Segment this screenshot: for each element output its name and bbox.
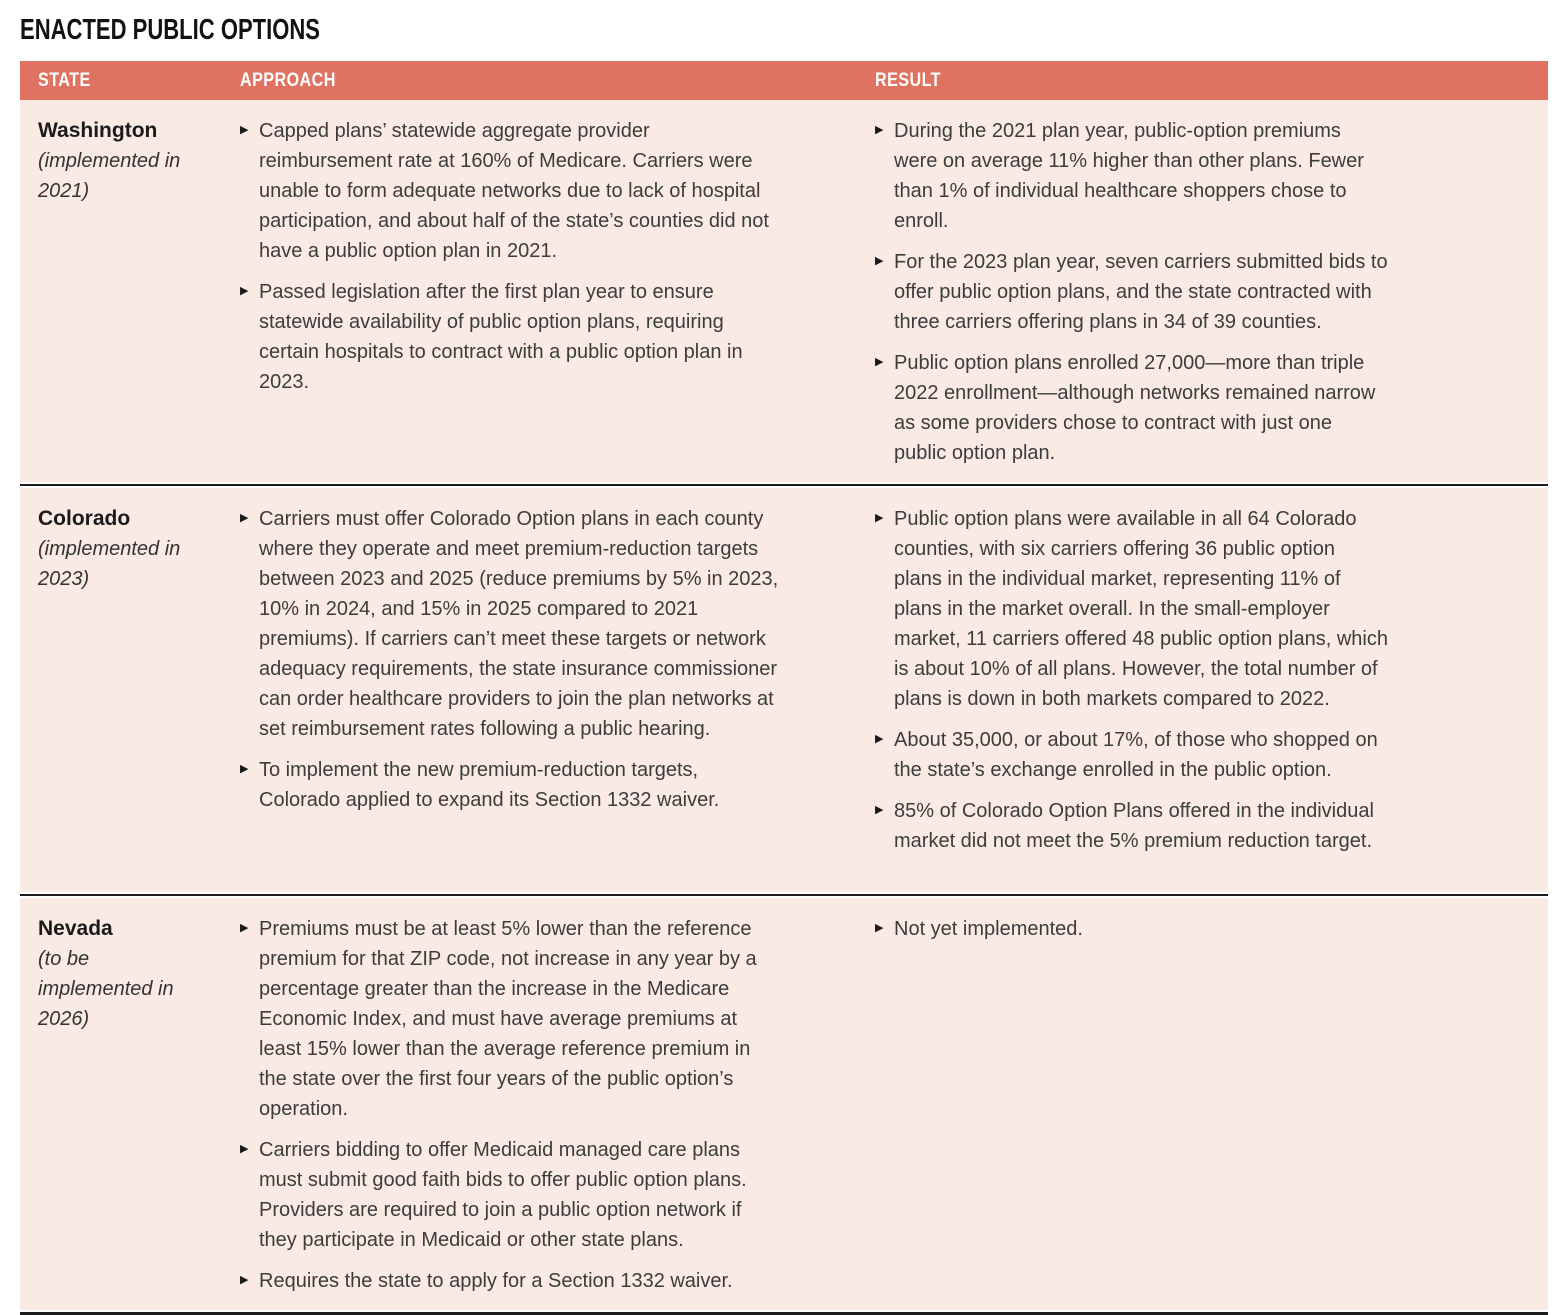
bullet-item (875, 247, 1388, 337)
result-cell (865, 898, 1548, 1310)
bullet-text: About 35,000, or about 17%, of those who shopped on the state’s exchange enrolled in the public option. (894, 729, 1378, 781)
bullet-triangle-icon: ▶ (240, 285, 249, 297)
state-note: (to be implemented in 2026) (38, 948, 174, 1030)
bullet-item (240, 1266, 781, 1296)
table-row-washington (20, 100, 1548, 482)
approach-cell (230, 898, 865, 1310)
bullet-text: Requires the state to apply for a Section 1332 waiver. (259, 1270, 733, 1292)
bullet-text: Public option plans were available in all 64 Colorado counties, with six carriers offering 36 public option plans in the individual market, representing 11% of plans in the market overall. In the small-employer market, 11 carriers offered 48 public option plans, which is about 10% of all plans. However, the total number of plans is down in both markets compared to 2022. (894, 508, 1388, 710)
bullet-item (875, 504, 1388, 714)
bullet-text: 85% of Colorado Option Plans offered in the individual market did not meet the 5% premium reduction target. (894, 800, 1374, 852)
table-row-colorado (20, 488, 1548, 892)
state-cell (20, 488, 230, 892)
bullet-item (240, 755, 781, 815)
approach-cell (230, 100, 865, 482)
result-cell (865, 100, 1548, 482)
state-note: (implemented in 2021) (38, 150, 181, 202)
bullet-triangle-icon: ▶ (875, 255, 884, 267)
bullet-item (240, 277, 781, 397)
approach-cell (230, 488, 865, 892)
bullet-triangle-icon: ▶ (240, 763, 249, 775)
bullet-item (875, 796, 1388, 856)
state-name: Washington (38, 119, 158, 142)
bullet-triangle-icon: ▶ (875, 124, 884, 136)
bullet-triangle-icon: ▶ (240, 1274, 249, 1286)
column-header-state: STATE (38, 69, 91, 91)
bullet-item (875, 914, 1388, 944)
page-title: ENACTED PUBLIC OPTIONS (20, 14, 321, 46)
table-header-row (20, 61, 1548, 100)
bullet-text: Capped plans’ statewide aggregate provider reimbursement rate at 160% of Medicare. Carriers were unable to form adequate networks due to lack of hospital participation, and about half of the state’s counties did not have a public option plan in 2021. (259, 120, 769, 262)
bullet-triangle-icon: ▶ (875, 733, 884, 745)
bullet-text: To implement the new premium-reduction targets, Colorado applied to expand its Section 1332 waiver. (259, 759, 720, 811)
state-name: Nevada (38, 917, 113, 940)
bullet-text: During the 2021 plan year, public-option premiums were on average 11% higher than other plans. Fewer than 1% of individual healthcare shoppers chose to enroll. (894, 120, 1364, 232)
column-header-result: RESULT (875, 69, 941, 91)
bullet-text: For the 2023 plan year, seven carriers submitted bids to offer public option plans, and the state contracted with three carriers offering plans in 34 of 39 counties. (894, 251, 1388, 333)
bullet-triangle-icon: ▶ (240, 1143, 249, 1155)
column-header-approach: APPROACH (240, 69, 336, 91)
bullet-triangle-icon: ▶ (875, 804, 884, 816)
bullet-triangle-icon: ▶ (875, 512, 884, 524)
table-bottom-rule (20, 1310, 1548, 1315)
bullet-text: Not yet implemented. (894, 918, 1083, 940)
bullet-text: Passed legislation after the first plan year to ensure statewide availability of public option plans, requiring certain hospitals to contract with a public option plan in 2023. (259, 281, 743, 393)
state-name: Colorado (38, 507, 131, 530)
bullet-text: Premiums must be at least 5% lower than the reference premium for that ZIP code, not increase in any year by a percentage greater than the increase in the Medicare Economic Index, and must have average premiums at least 15% lower than the average reference premium in the state over the first four years of the public option’s operation. (259, 918, 757, 1120)
bullet-text: Carriers bidding to offer Medicaid managed care plans must submit good faith bids to offer public option plans. Providers are required to join a public option network if they participate in Medicaid or other state plans. (259, 1139, 747, 1251)
bullet-item (875, 116, 1388, 236)
bullet-text: Carriers must offer Colorado Option plans in each county where they operate and meet premium-reduction targets between 2023 and 2025 (reduce premiums by 5% in 2023, 10% in 2024, and 15% in 2025 compared to 2021 premiums). If carriers can’t meet these targets or network adequacy requirements, the state insurance commissioner can order healthcare providers to join the plan networks at set reimbursement rates following a public hearing. (259, 508, 779, 740)
bullet-item (240, 914, 781, 1124)
bullet-item (240, 1135, 781, 1255)
result-cell (865, 488, 1548, 892)
state-cell (20, 100, 230, 482)
bullet-item (240, 504, 781, 744)
bullet-triangle-icon: ▶ (875, 356, 884, 368)
state-note: (implemented in 2023) (38, 538, 181, 590)
bullet-triangle-icon: ▶ (240, 512, 249, 524)
bullet-item (875, 348, 1388, 468)
table-row-nevada (20, 898, 1548, 1310)
bullet-item (875, 725, 1388, 785)
enacted-public-options-table (20, 61, 1548, 1315)
bullet-triangle-icon: ▶ (240, 922, 249, 934)
bullet-item (240, 116, 781, 266)
bullet-text: Public option plans enrolled 27,000—more than triple 2022 enrollment—although networks remained narrow as some providers chose to contract with just one public option plan. (894, 352, 1376, 464)
bullet-triangle-icon: ▶ (875, 922, 884, 934)
state-cell (20, 898, 230, 1310)
bullet-triangle-icon: ▶ (240, 124, 249, 136)
